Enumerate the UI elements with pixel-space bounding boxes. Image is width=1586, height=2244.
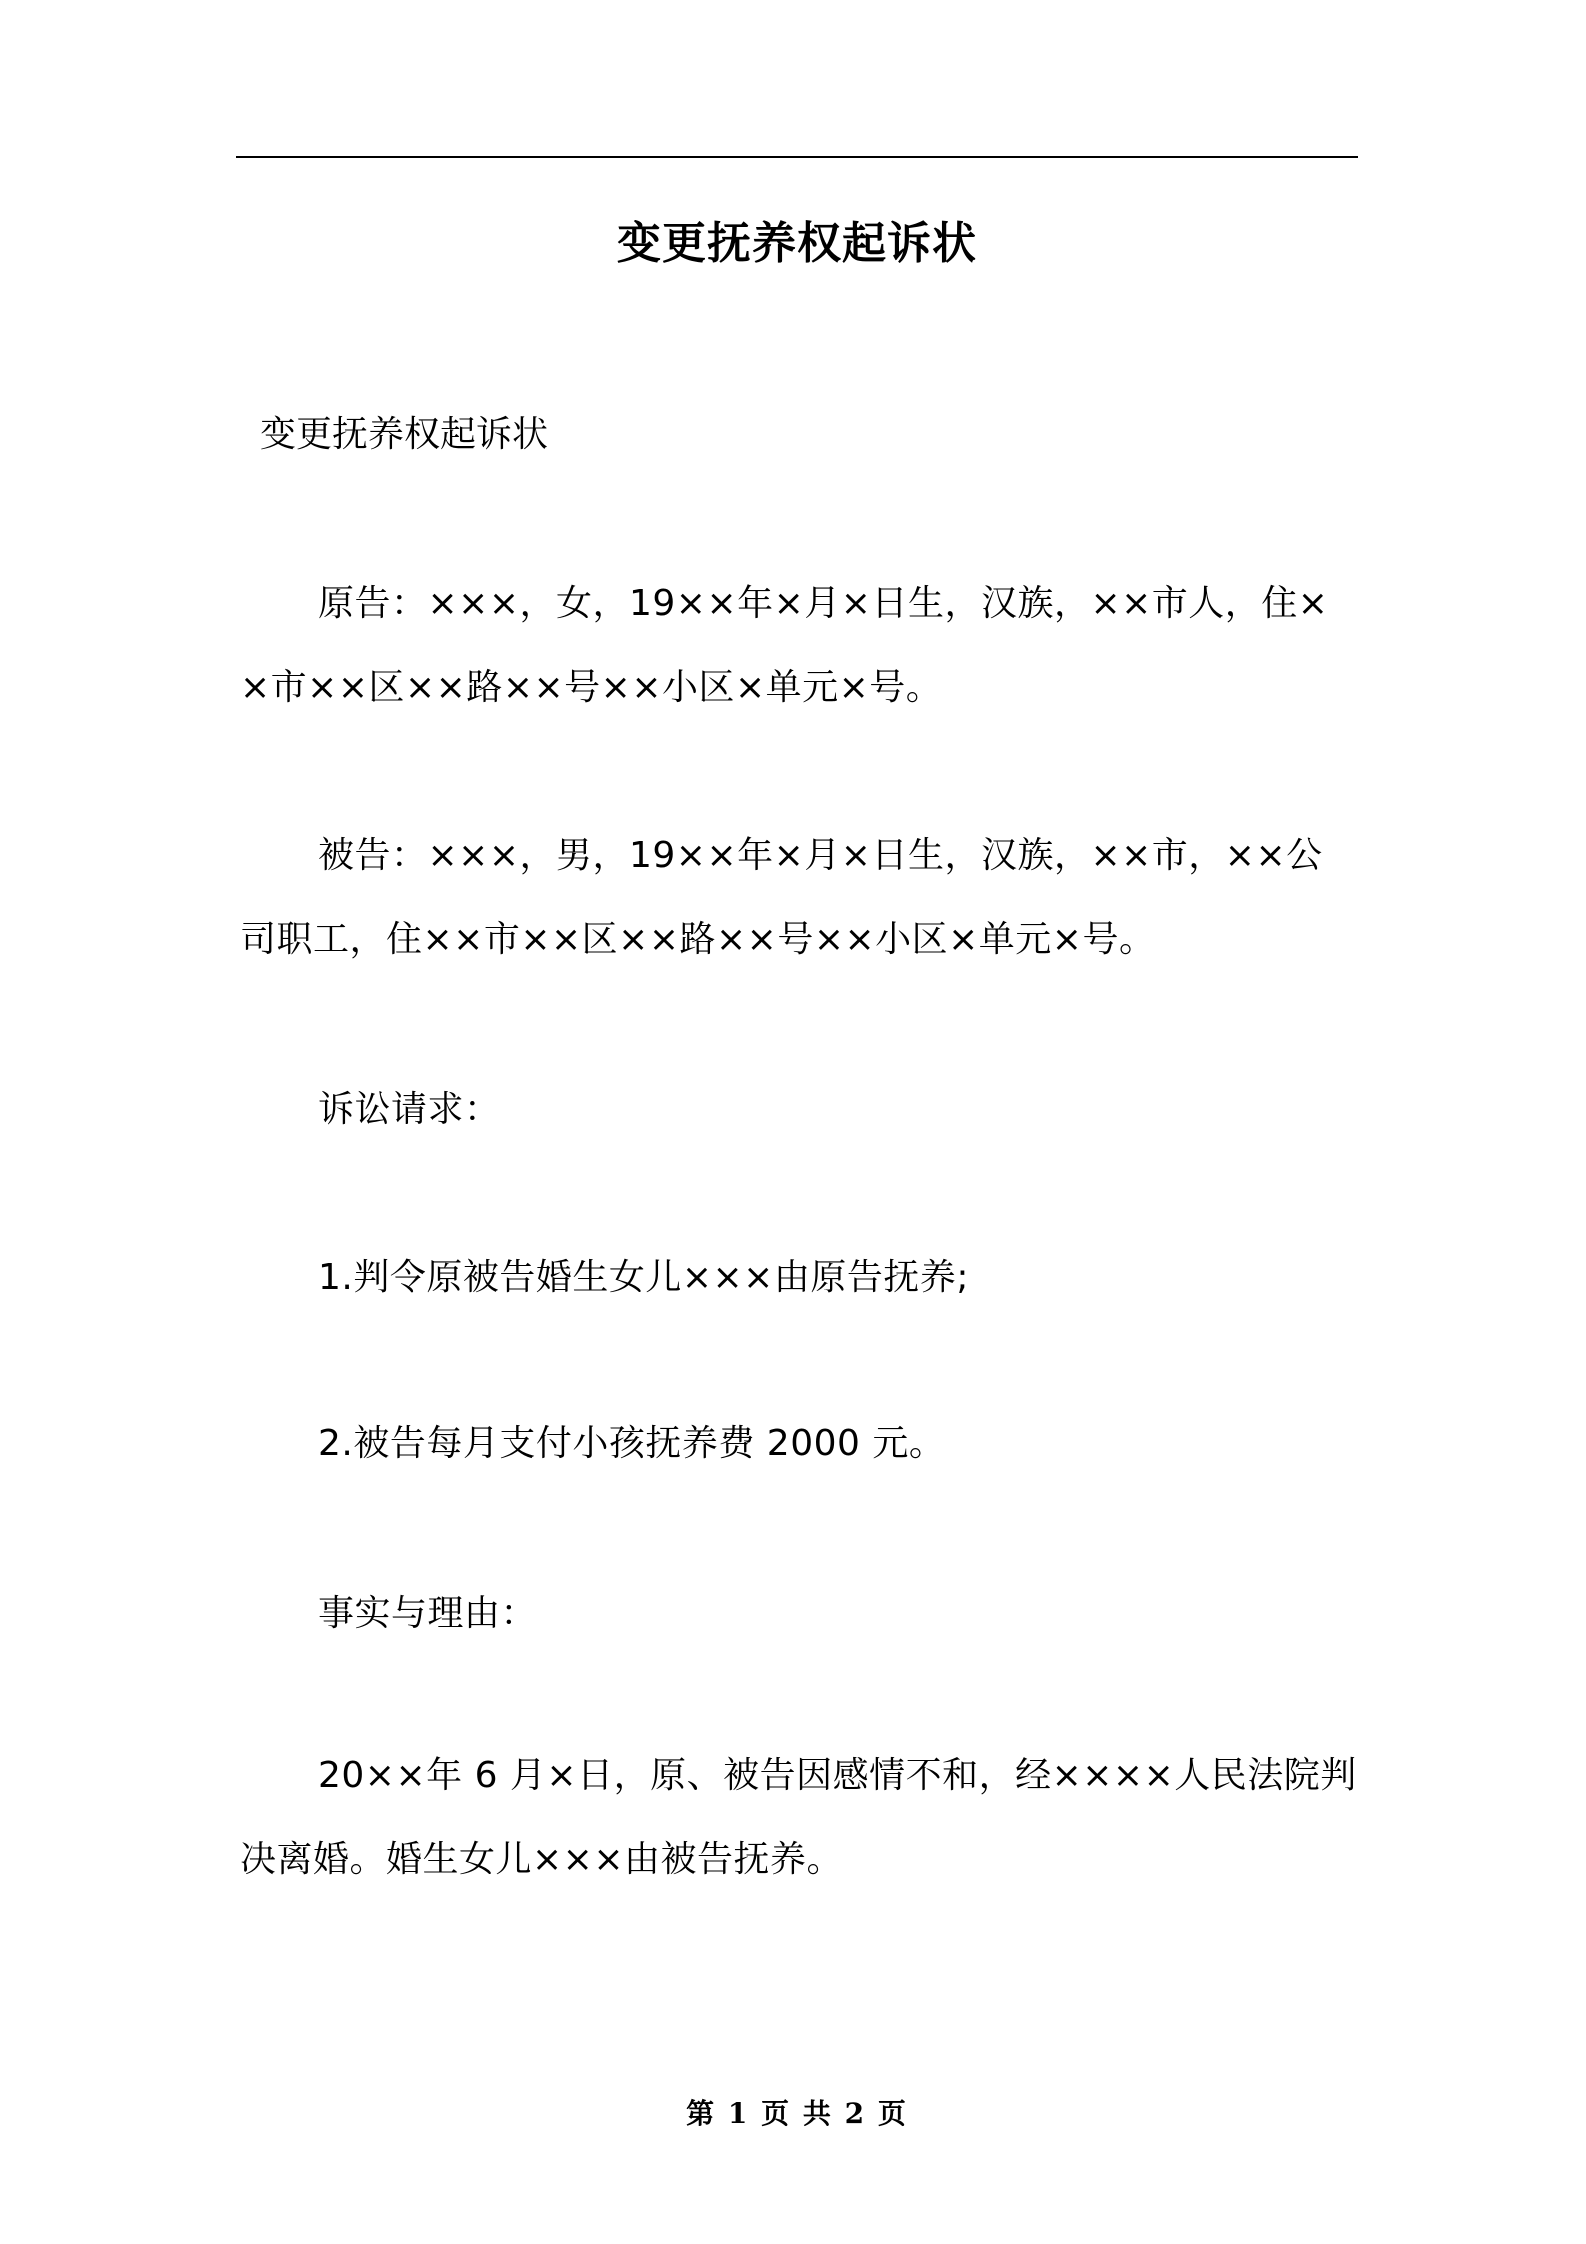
facts-heading: 事实与理由： (318, 1593, 538, 1634)
plaintiff-paragraph: 原告：×××，女，19××年×月×日生，汉族，××市人，住××市××区××路××号××小区×单元×号。 (240, 583, 1329, 708)
header-divider (236, 156, 1358, 158)
facts-paragraph: 20××年 6 月×日，原、被告因感情不和，经××××人民法院判决离婚。婚生女儿×××由被告抚养。 (240, 1755, 1357, 1880)
defendant-paragraph: 被告：×××，男，19××年×月×日生，汉族，××市，××公司职工，住××市××区××路××号××小区×单元×号。 (240, 835, 1323, 960)
document-title: 变更抚养权起诉状 (617, 218, 977, 269)
claim-item-1: 1.判令原被告婚生女儿×××由原告抚养; (318, 1257, 969, 1298)
claim-item-2: 2.被告每月支付小孩抚养费 2000 元。 (318, 1423, 946, 1464)
document-subtitle: 变更抚养权起诉状 (260, 414, 549, 455)
page-footer: 第 1 页 共 2 页 (686, 2097, 908, 2130)
claims-heading: 诉讼请求： (318, 1089, 501, 1130)
